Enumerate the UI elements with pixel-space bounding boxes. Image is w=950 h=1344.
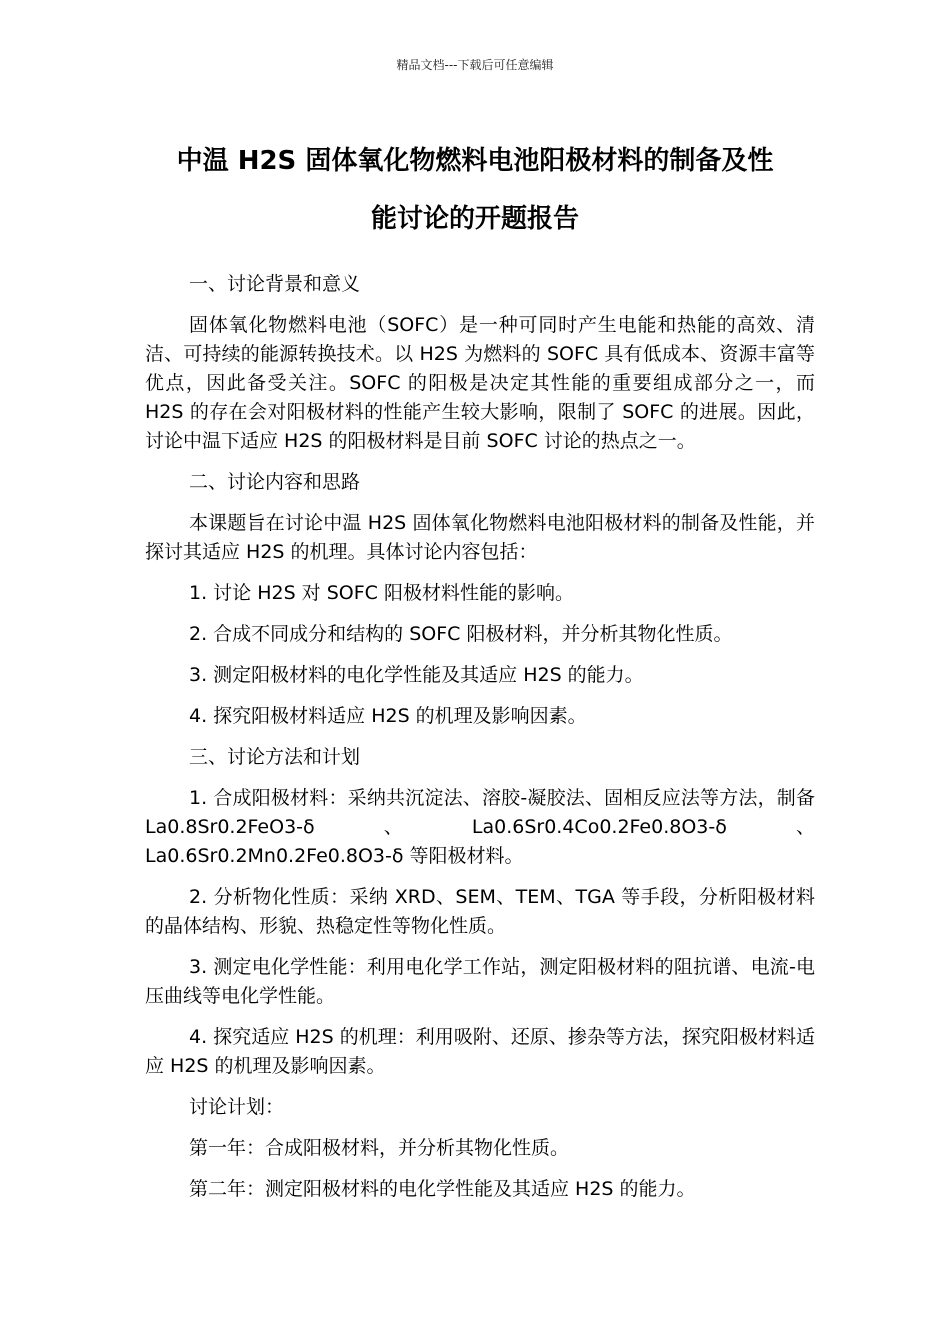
list-item-method-4: 4. 探究适应 H2S 的机理：利用吸附、还原、掺杂等方法，探究阳极材料适应 H2S 的机理及影响因素。 [145,1026,815,1077]
list-item-method-1: 1. 合成阳极材料：采纳共沉淀法、溶胶-凝胶法、固相反应法等方法，制备 La0.8Sr0.2FeO3-δ、La0.6Sr0.4Co0.2Fe0.8O3-δ、La0.6Sr0.2Mn0.2Fe0.8O3-δ 等阳极材料。 [145,787,815,867]
section-heading-content: 二、讨论内容和思路 [189,471,361,493]
paragraph-background: 固体氧化物燃料电池（SOFC）是一种可同时产生电能和热能的高效、清洁、可持续的能源转换技术。以 H2S 为燃料的 SOFC 具有低成本、资源丰富等优点，因此备受关注。SOFC 的阳极是决定其性能的重要组成部分之一，而 H2S 的存在会对阳极材料的性能产生较大影响，限制了 SOFC 的进展。因此，讨论中温下适应 H2S 的阳极材料是目前 SOFC 讨论的热点之一。 [145,314,815,452]
title-line-2: 能讨论的开题报告 [370,204,579,234]
plan-year-1: 第一年：合成阳极材料，并分析其物化性质。 [189,1137,570,1159]
paragraph-content-intro: 本课题旨在讨论中温 H2S 固体氧化物燃料电池阳极材料的制备及性能，并探讨其适应 H2S 的机理。具体讨论内容包括： [145,512,815,563]
section-heading-methods: 三、讨论方法和计划 [189,746,361,768]
document-title [120,132,830,248]
plan-heading: 讨论计划： [189,1096,285,1118]
list-item-content-1: 1. 讨论 H2S 对 SOFC 阳极材料性能的影响。 [189,582,574,604]
header-note: 精品文档---下载后可任意编辑 [396,58,554,72]
title-line-1: 中温 H2S 固体氧化物燃料电池阳极材料的制备及性 [176,146,774,176]
list-item-content-4: 4. 探究阳极材料适应 H2S 的机理及影响因素。 [189,705,587,727]
section-heading-background: 一、讨论背景和意义 [189,273,361,295]
list-item-method-2: 2. 分析物化性质：采纳 XRD、SEM、TEM、TGA 等手段，分析阳极材料的晶体结构、形貌、热稳定性等物化性质。 [145,886,815,937]
plan-year-2: 第二年：测定阳极材料的电化学性能及其适应 H2S 的能力。 [189,1178,696,1200]
list-item-content-3: 3. 测定阳极材料的电化学性能及其适应 H2S 的能力。 [189,664,644,686]
document-body [145,270,815,1216]
list-item-content-2: 2. 合成不同成分和结构的 SOFC 阳极材料，并分析其物化性质。 [189,623,733,645]
list-item-method-3: 3. 测定电化学性能：利用电化学工作站，测定阳极材料的阻抗谱、电流-电压曲线等电化学性能。 [145,956,815,1007]
